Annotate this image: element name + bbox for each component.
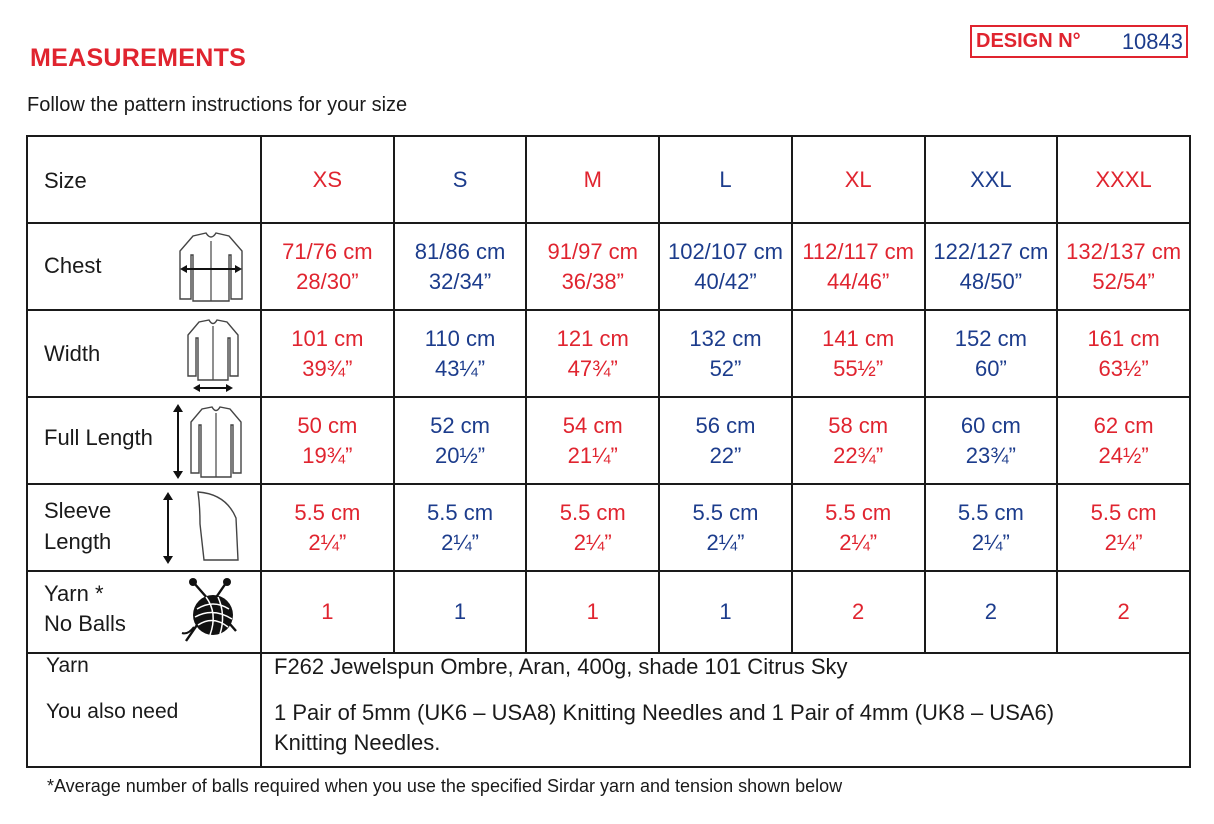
size-l: L bbox=[659, 136, 792, 223]
sleeve-length-icon bbox=[156, 488, 251, 568]
table-row-chest bbox=[27, 223, 1190, 310]
design-label: DESIGN N° bbox=[976, 30, 1081, 52]
sleeve-length-l: 5.5 cm 2¼” bbox=[659, 484, 792, 571]
sleeve-length-xs: 5.5 cm 2¼” bbox=[261, 484, 394, 571]
full-length-garment-icon bbox=[168, 401, 248, 481]
full-length-l: 56 cm 22” bbox=[659, 397, 792, 484]
size-xxl: XXL bbox=[925, 136, 1058, 223]
you-also-need-text-line1: 1 Pair of 5mm (UK6 – USA8) Knitting Needles and 1 Pair of 4mm (UK8 – USA6) bbox=[274, 700, 1055, 725]
you-also-need-label: You also need bbox=[46, 700, 179, 723]
measurements-table bbox=[26, 135, 1191, 654]
chest-xxxl: 132/137 cm 52/54” bbox=[1057, 223, 1190, 310]
materials-divider bbox=[260, 634, 262, 766]
full-length-label-cell bbox=[27, 397, 261, 484]
full-length-xxxl: 62 cm 24½” bbox=[1057, 397, 1190, 484]
width-xxl: 152 cm 60” bbox=[925, 310, 1058, 397]
yarn-balls-xl: 2 bbox=[792, 571, 925, 653]
page-heading: MEASUREMENTS bbox=[30, 44, 247, 72]
sleeve-length-xxxl: 5.5 cm 2¼” bbox=[1057, 484, 1190, 571]
design-number-box bbox=[970, 25, 1188, 58]
chest-xs: 71/76 cm 28/30” bbox=[261, 223, 394, 310]
size-header-cell bbox=[27, 136, 261, 223]
width-m: 121 cm 47¾” bbox=[526, 310, 659, 397]
sleeve-length-label-line1: Sleeve bbox=[44, 498, 112, 523]
yarn-text: F262 Jewelspun Ombre, Aran, 400g, shade 101 Citrus Sky bbox=[274, 654, 848, 679]
chest-garment-icon bbox=[176, 229, 246, 304]
yarn-balls-m: 1 bbox=[526, 571, 659, 653]
table-row-sleeve-length bbox=[27, 484, 1190, 571]
you-also-need-text-line2: Knitting Needles. bbox=[274, 730, 441, 755]
yarn-balls-xxl: 2 bbox=[925, 571, 1058, 653]
chest-xxl: 122/127 cm 48/50” bbox=[925, 223, 1058, 310]
sleeve-length-s: 5.5 cm 2¼” bbox=[394, 484, 527, 571]
sleeve-length-xxl: 5.5 cm 2¼” bbox=[925, 484, 1058, 571]
size-xs: XS bbox=[261, 136, 394, 223]
full-length-xl: 58 cm 22¾” bbox=[792, 397, 925, 484]
size-xxxl: XXXL bbox=[1057, 136, 1190, 223]
full-length-xs: 50 cm 19¾” bbox=[261, 397, 394, 484]
chest-m: 91/97 cm 36/38” bbox=[526, 223, 659, 310]
footnote: *Average number of balls required when you use the specified Sirdar yarn and tension shown below bbox=[47, 776, 843, 796]
yarn-balls-label-line1: Yarn * bbox=[44, 581, 104, 606]
chest-label-cell bbox=[27, 223, 261, 310]
size-xl: XL bbox=[792, 136, 925, 223]
sleeve-length-xl: 5.5 cm 2¼” bbox=[792, 484, 925, 571]
sleeve-length-m: 5.5 cm 2¼” bbox=[526, 484, 659, 571]
yarn-balls-label-line2: No Balls bbox=[44, 611, 126, 636]
width-label-cell bbox=[27, 310, 261, 397]
design-number: 10843 bbox=[1121, 28, 1183, 54]
chest-label: Chest bbox=[44, 253, 102, 278]
chest-s: 81/86 cm 32/34” bbox=[394, 223, 527, 310]
table-row-width bbox=[27, 310, 1190, 397]
full-length-s: 52 cm 20½” bbox=[394, 397, 527, 484]
full-length-m: 54 cm 21¼” bbox=[526, 397, 659, 484]
size-s: S bbox=[394, 136, 527, 223]
width-xxxl: 161 cm 63½” bbox=[1057, 310, 1190, 397]
yarn-balls-s: 1 bbox=[394, 571, 527, 653]
subtitle: Follow the pattern instructions for your size bbox=[27, 94, 408, 116]
width-xl: 141 cm 55½” bbox=[792, 310, 925, 397]
size-m: M bbox=[526, 136, 659, 223]
yarn-balls-xs: 1 bbox=[261, 571, 394, 653]
yarn-balls-xxxl: 2 bbox=[1057, 571, 1190, 653]
width-s: 110 cm 43¼” bbox=[394, 310, 527, 397]
materials-section bbox=[26, 634, 1191, 768]
yarn-label: Yarn bbox=[46, 654, 89, 677]
table-row-size bbox=[27, 136, 1190, 223]
sleeve-length-label-cell bbox=[27, 484, 261, 571]
table-row-full-length bbox=[27, 397, 1190, 484]
width-garment-icon bbox=[183, 316, 243, 394]
sleeve-length-label-line2: Length bbox=[44, 529, 112, 554]
chest-l: 102/107 cm 40/42” bbox=[659, 223, 792, 310]
yarn-balls-l: 1 bbox=[659, 571, 792, 653]
full-length-xxl: 60 cm 23¾” bbox=[925, 397, 1058, 484]
width-l: 132 cm 52” bbox=[659, 310, 792, 397]
chest-xl: 112/117 cm 44/46” bbox=[792, 223, 925, 310]
width-label: Width bbox=[44, 341, 101, 366]
width-xs: 101 cm 39¾” bbox=[261, 310, 394, 397]
size-header: Size bbox=[44, 168, 87, 193]
full-length-label: Full Length bbox=[44, 425, 153, 450]
